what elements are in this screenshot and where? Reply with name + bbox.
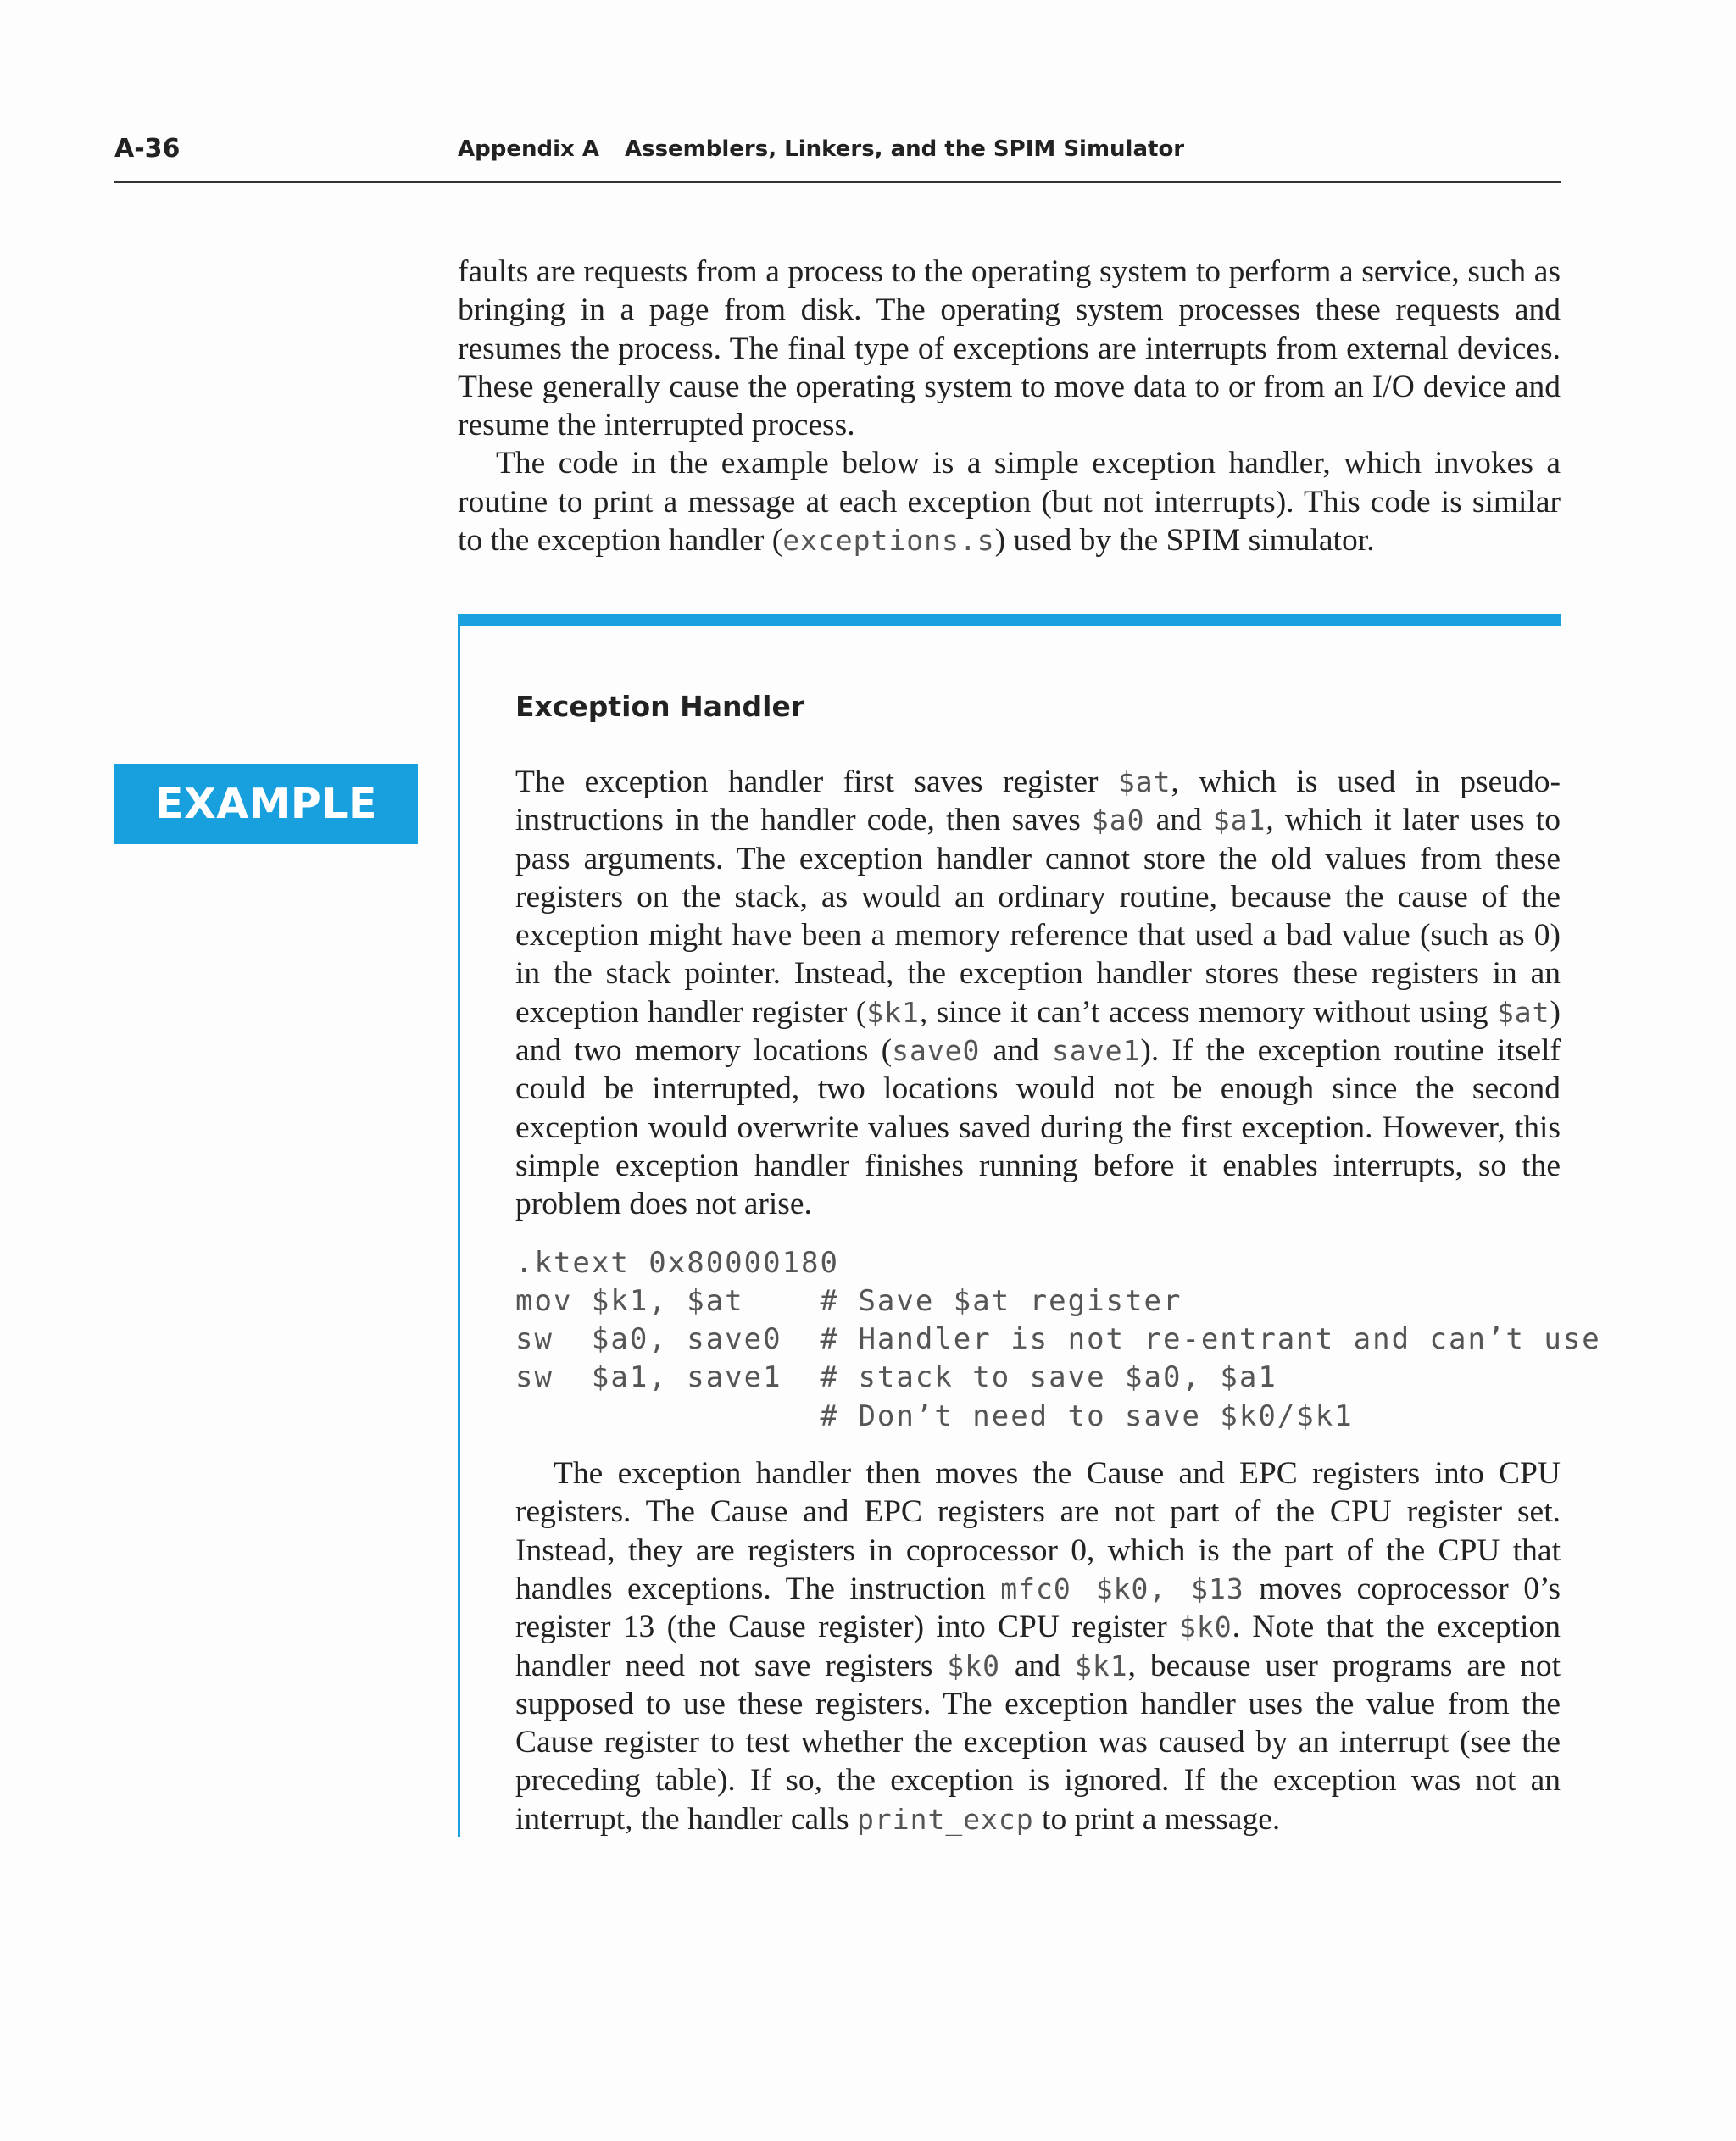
running-header <box>114 127 1561 183</box>
code-line: sw $a1, save1 # stack to save $a0, $a1 <box>515 1360 1277 1395</box>
code-line: .ktext 0x80000180 <box>515 1245 839 1280</box>
intro-paragraph-2: The code in the example below is a simple exception handler, which invokes a routine to print a message at each exception (but not interrupts). This code is similar to the exception handler (exceptions.s) used by the SPIM simulator. <box>458 446 1561 559</box>
inline-code: save1 <box>1051 1034 1141 1068</box>
intro-text <box>458 253 1561 559</box>
inline-code: $at <box>1496 995 1550 1029</box>
page-number: A-36 <box>114 134 181 164</box>
inline-code: print_excp <box>856 1802 1034 1836</box>
inline-code: $at <box>1117 765 1171 798</box>
code-line: mov $k1, $at # Save $at register <box>515 1283 1182 1318</box>
code-line: # Don’t need to save $k0/$k1 <box>515 1399 1354 1433</box>
inline-code: mfc0 $k0, $13 <box>1000 1571 1244 1605</box>
inline-code: $k0 <box>1179 1610 1232 1644</box>
inline-code: $k0 <box>947 1649 1000 1682</box>
example-box-top-rule <box>458 614 1561 626</box>
example-box <box>515 685 1601 1838</box>
example-label: EXAMPLE <box>114 764 418 844</box>
inline-code: $a1 <box>1212 804 1266 837</box>
intro-paragraph-1: faults are requests from a process to the operating system to perform a service, such as bringing in a page from disk. The operating system processes these requests and resumes the process. The final type of exceptions are interrupts from external devices. These generally cause the operating system to move data to or from an I/O device and resume the interrupted process. <box>458 254 1561 443</box>
example-paragraph-1: The exception handler first saves register $at, which is used in pseudo-instructions in the handler code, then saves $a0 and $a1, which it later uses to pass arguments. The exception handler cannot store the old values from these registers on the stack, as would an ordinary routine, because the cause of the exception might have been a memory reference that used a bad value (such as 0) in the stack pointer. Instead, the exception handler stores these registers in an exception handler register ($k1, since it can’t access memory without using $at) and two memory locations (save0 and save1). If the exception routine itself could be interrupted, two locations would not be enough since the second exception would overwrite values saved during the first exception. However, this simple exception handler finishes running before it enables interrupts, so the problem does not arise. <box>515 765 1561 1222</box>
inline-code: $a0 <box>1091 804 1145 837</box>
code-line: sw $a0, save0 # Handler is not re-entrant and can’t use <box>515 1322 1601 1357</box>
appendix-label: Appendix A <box>458 136 599 162</box>
inline-code: exceptions.s <box>782 524 995 558</box>
inline-code: $k1 <box>866 995 920 1029</box>
inline-code: save0 <box>892 1034 981 1068</box>
code-listing <box>515 1244 1601 1436</box>
example-title: Exception Handler <box>515 690 805 723</box>
running-head-title <box>458 136 1184 162</box>
example-paragraph-2: The exception handler then moves the Cause and EPC registers into CPU registers. The Cause and EPC registers are not part of the CPU register set. Instead, they are registers in coprocessor 0, which is the part of the CPU that handles exceptions. The instruction mfc0 $k0, $13 moves coprocessor 0’s register 13 (the Cause register) into CPU register $k0. Note that the exception handler need not save registers $k0 and $k1, because user programs are not supposed to use these registers. The exception handler uses the value from the Cause register to test whether the exception was caused by an interrupt (see the preceding table). If so, the exception is ignored. If the exception was not an interrupt, the handler calls print_excp to print a message. <box>515 1456 1561 1837</box>
example-box-left-rule <box>458 614 460 1837</box>
chapter-title: Assemblers, Linkers, and the SPIM Simulator <box>624 136 1185 162</box>
inline-code: $k1 <box>1074 1649 1128 1682</box>
